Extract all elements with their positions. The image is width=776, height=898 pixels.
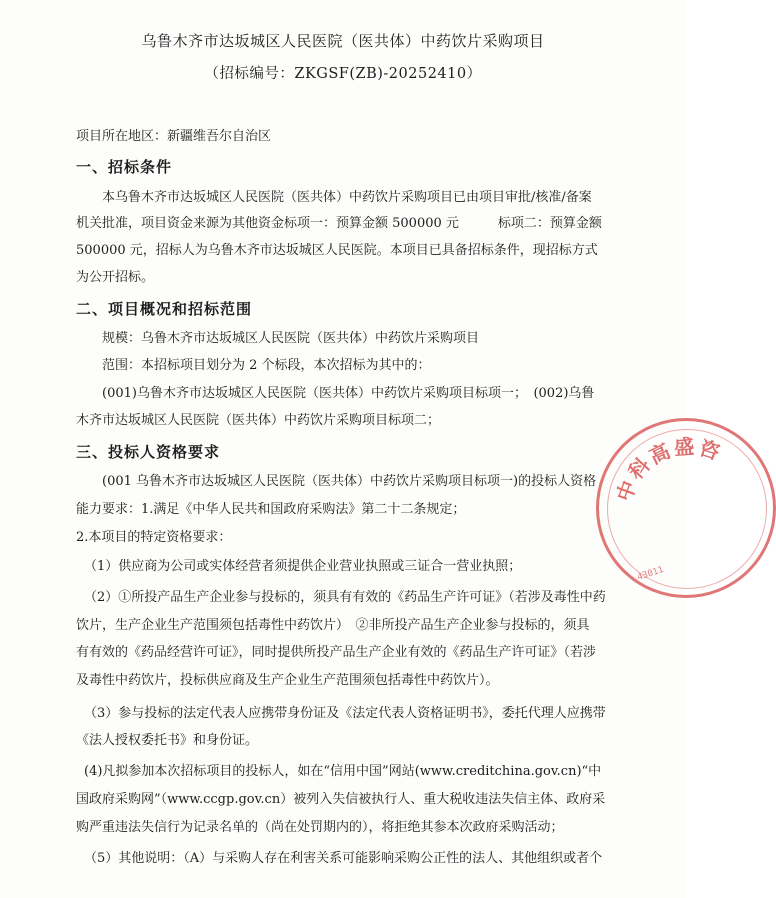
- seal-character: 高: [645, 438, 675, 469]
- seal-number: 43011: [636, 565, 665, 583]
- section-heading-bidder-qualifications: 三、投标人资格要求: [76, 443, 221, 461]
- paragraph-line: (4)凡拟参加本次招标项目的投标人，如在“信用中国”网站(www.creditchina.gov.cn)“中: [84, 764, 602, 779]
- document-title: 乌鲁木齐市达坂城区人民医院（医共体）中药饮片采购项目: [141, 32, 545, 50]
- paragraph-line: (001 乌鲁木齐市达坂城区人民医院（医共体）中药饮片采购项目标项一)的投标人资格: [102, 474, 597, 489]
- paragraph-line: 机关批准，项目资金来源为其他资金标项一：预算金额 500000 元 标项二：预算金额: [76, 216, 602, 231]
- paragraph-line: 500000 元，招标人为乌鲁木齐市达坂城区人民医院。本项目已具备招标条件，现招标方式: [76, 243, 598, 258]
- paragraph-line: 范围：本招标项目划分为 2 个标段，本次招标为其中的：: [102, 358, 431, 373]
- paragraph-line: 木齐市达坂城区人民医院（医共体）中药饮片采购项目标项二；: [76, 413, 441, 428]
- paragraph-line: 国政府采购网”（www.ccgp.gov.cn）被列入失信被执行人、重大税收违法失信主体、政府采: [76, 792, 606, 807]
- paragraph-line: 购严重违法失信行为记录名单的（尚在处罚期内的），将拒绝其参本次政府采购活动；: [76, 820, 564, 835]
- seal-character: 盛: [673, 434, 696, 460]
- seal-character: 中: [611, 477, 642, 505]
- company-seal-stamp: [596, 418, 776, 598]
- paragraph-line: （2）①所投产品生产企业参与投标的，须具有有效的《药品生产许可证》（若涉及毒性中药: [84, 590, 606, 605]
- seal-character: 咨: [696, 435, 723, 465]
- paragraph-line: 为公开招标。: [76, 270, 155, 285]
- paragraph-line: （1）供应商为公司或实体经营者须提供企业营业执照或三证合一营业执照；: [84, 559, 522, 574]
- seal-character: 科: [623, 453, 656, 485]
- tender-code: （招标编号：ZKGSF(ZB)-20252410）: [204, 66, 482, 82]
- paragraph-line: 《法人授权委托书》和身份证。: [76, 733, 259, 748]
- paragraph-line: 本乌鲁木齐市达坂城区人民医院（医共体）中药饮片采购项目已由项目审批/核准/备案: [102, 190, 592, 205]
- paragraph-line: （5）其他说明：（A）与采购人存在利害关系可能影响采购公正性的法人、其他组织或者个: [84, 851, 603, 866]
- paragraph-line: (001)乌鲁木齐市达坂城区人民医院（医共体）中药饮片采购项目标项一； (002)乌鲁: [102, 386, 595, 401]
- paragraph-line: （3）参与投标的法定代表人应携带身份证及《法定代表人资格证明书》，委托代理人应携带: [84, 706, 606, 721]
- paragraph-line: 能力要求：1.满足《中华人民共和国政府采购法》第二十二条规定；: [76, 502, 466, 517]
- paragraph-line: 饮片，生产企业生产范围须包括毒性中药饮片） ②非所投产品生产企业参与投标的，须具: [76, 618, 590, 633]
- section-heading-project-overview: 二、项目概况和招标范围: [76, 300, 253, 318]
- project-location: 项目所在地区：新疆维吾尔自治区: [76, 129, 272, 144]
- paragraph-line: 规模：乌鲁木齐市达坂城区人民医院（医共体）中药饮片采购项目: [102, 331, 480, 346]
- paragraph-line: 及毒性中药饮片，投标供应商及生产企业生产范围须包括毒性中药饮片）。: [76, 673, 499, 688]
- section-heading-tender-conditions: 一、招标条件: [76, 158, 173, 176]
- paragraph-line: 2.本项目的特定资格要求：: [76, 530, 232, 545]
- paragraph-line: 有有效的《药品经营许可证》，同时提供所投产品生产企业有效的《药品生产许可证》（若涉: [76, 645, 597, 660]
